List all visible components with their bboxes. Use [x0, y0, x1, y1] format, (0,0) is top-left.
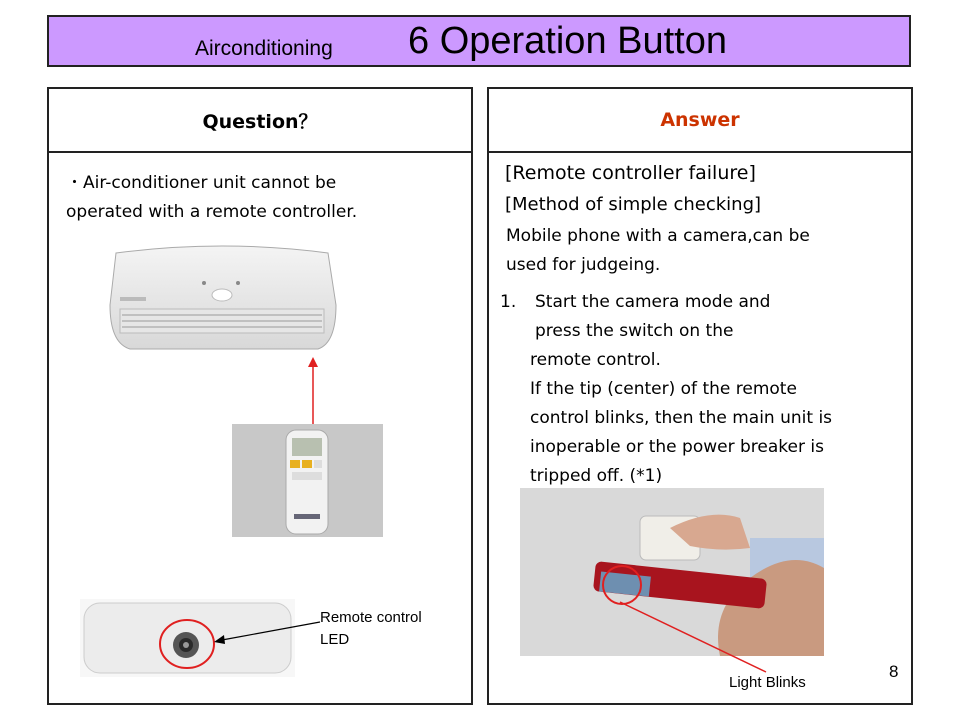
intro-line: Mobile phone with a camera,can be [506, 226, 810, 246]
step-number: 1. [500, 292, 517, 312]
step-line: Start the camera mode and [535, 292, 771, 312]
answer-intro-text [506, 222, 810, 280]
air-conditioner-image [106, 245, 338, 357]
step-line: inoperable or the power breaker is [530, 437, 824, 457]
label-line: Remote control [320, 609, 422, 626]
remote-led-label [320, 607, 422, 651]
slide-subtitle: Airconditioning [195, 37, 333, 60]
step-line: remote control. [530, 350, 661, 370]
question-line: operated with a remote controller. [66, 202, 358, 222]
step-line: press the switch on the [535, 321, 734, 341]
question-text [66, 169, 357, 227]
slide-title: 6 Operation Button [408, 20, 727, 62]
led-callout-arrow [210, 620, 322, 650]
question-line: ・Air-conditioner unit cannot be [66, 173, 337, 193]
step-line: If the tip (center) of the remote [530, 379, 797, 399]
step-line: tripped off. (*1) [530, 466, 663, 486]
method-title: [Method of simple checking] [505, 194, 762, 215]
light-blinks-label: Light Blinks [729, 674, 806, 691]
remote-control-photo [232, 424, 383, 537]
question-heading: Question？ [49, 89, 471, 153]
intro-line: used for judgeing. [506, 255, 661, 275]
blink-callout-line [618, 600, 778, 674]
label-line: LED [320, 631, 350, 648]
answer-intro [505, 157, 761, 221]
answer-heading: Answer [489, 89, 911, 153]
page-number: 8 [889, 662, 899, 681]
red-arrow [300, 355, 330, 427]
failure-title: [Remote controller failure] [505, 162, 756, 184]
step-line: control blinks, then the main unit is [530, 408, 833, 428]
